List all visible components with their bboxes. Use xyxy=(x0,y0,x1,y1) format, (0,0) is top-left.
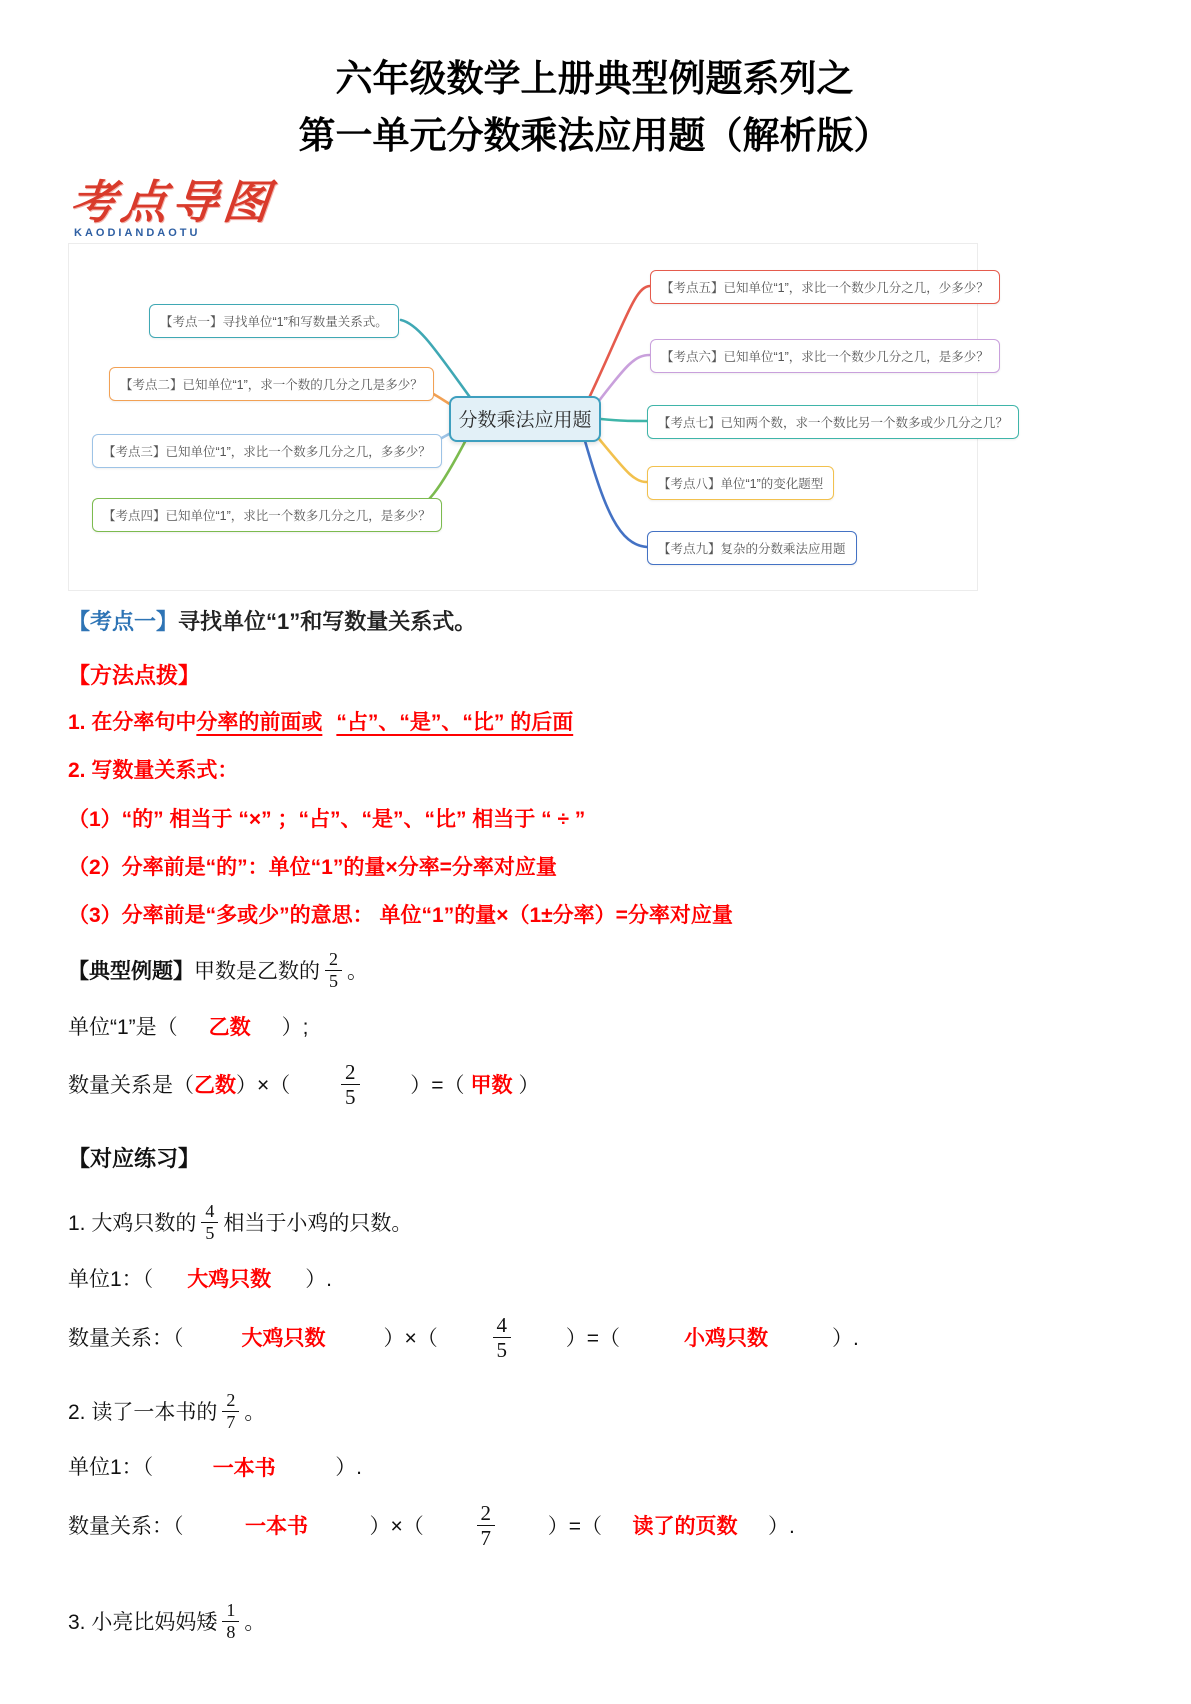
mindmap-node-kaodian-7: 【考点七】已知两个数，求一个数比另一个数多或少几分之几？ xyxy=(647,405,1019,439)
practice-item-1-relation-fraction: $\frac{4}{5}$ xyxy=(493,1314,512,1361)
practice-item-2-relation-label: 数量关系：（ xyxy=(68,1515,184,1539)
practice-item-2-unit-line xyxy=(68,1453,1121,1484)
method-point-1-prefix: 1. 在分率句中 xyxy=(68,710,197,734)
practice-heading: 【对应练习】 xyxy=(68,1146,201,1172)
practice-item-1-fraction: $\frac{4}{5}$ xyxy=(201,1202,218,1243)
title-line-1: 六年级数学上册典型例题系列之 xyxy=(335,58,854,99)
banner-calligraphy-text: 考点导图 xyxy=(67,176,277,228)
example-relation-fraction-blank xyxy=(290,1060,410,1110)
practice-item-3-fraction: $\frac{1}{8}$ xyxy=(222,1601,239,1642)
practice-item-1-text-pre: 1. 大鸡只数的 xyxy=(68,1212,197,1236)
mindmap-node-kaodian-6: 【考点六】已知单位“1”，求比一个数少几分之几，是多少？ xyxy=(650,339,1000,373)
example-unit-label: 单位“1”是（ xyxy=(68,1015,178,1039)
practice-item-2-unit-answer: 一本书 xyxy=(212,1456,276,1480)
example-relation-close: ） xyxy=(518,1074,540,1098)
method-sub-1: （1）“的” 相当于 “×” ；“占”、“是”、“比” 相当于 “ ÷ ” xyxy=(68,807,586,831)
method-sub-2: （2）分率前是“的”：单位“1”的量×分率=分率对应量 xyxy=(68,855,557,879)
practice-item-1-relation-close: ）. xyxy=(832,1326,859,1350)
practice-item-1-unit-line xyxy=(68,1265,1121,1296)
practice-item-2-statement xyxy=(68,1389,1121,1434)
practice-item-2-relation-fraction-blank xyxy=(424,1501,548,1551)
example-unit-answer: 乙数 xyxy=(208,1015,251,1039)
practice-item-1-unit-answer: 大鸡只数 xyxy=(187,1268,272,1292)
mindmap-center-node: 分数乘法应用题 xyxy=(449,396,601,442)
times-separator: ）×（ xyxy=(383,1326,438,1350)
mindmap-panel xyxy=(68,243,1009,591)
practice-item-1-unit-label: 单位1：（ xyxy=(68,1267,154,1291)
method-point-1 xyxy=(68,708,1121,738)
practice-item-2-text-pre: 2. 读了一本书的 xyxy=(68,1400,218,1424)
mindmap-node-kaodian-1: 【考点一】寻找单位“1”和写数量关系式。 xyxy=(149,304,399,338)
practice-item-2-relation-close: ）. xyxy=(768,1515,795,1539)
connector-kaodian-8 xyxy=(595,434,647,482)
banner-pinyin-text: KAODIANDAOTU xyxy=(74,226,201,239)
example-relation-answer-1: 乙数 xyxy=(194,1074,236,1098)
kaodian-banner xyxy=(67,176,1121,239)
connector-kaodian-9 xyxy=(585,441,647,547)
practice-item-2-text-post: 。 xyxy=(244,1400,266,1424)
mindmap-node-kaodian-8: 【考点八】单位“1”的变化题型 xyxy=(647,466,834,500)
practice-item-3-text-pre: 3. 小亮比妈妈矮 xyxy=(68,1611,218,1635)
example-statement-pre: 甲数是乙数的 xyxy=(194,959,320,983)
practice-item-1-relation-label: 数量关系：（ xyxy=(68,1326,184,1350)
practice-item-1-relation-line xyxy=(68,1312,1121,1363)
connector-kaodian-6 xyxy=(595,355,650,406)
example-relation-line xyxy=(68,1060,1121,1110)
connector-kaodian-5 xyxy=(589,286,650,398)
method-heading: 【方法点拨】 xyxy=(68,662,201,688)
equals-separator: ）=（ xyxy=(565,1326,621,1350)
section-1-heading-text: 寻找单位“1”和写数量关系式。 xyxy=(178,608,477,634)
times-separator: ）×（ xyxy=(369,1515,424,1539)
connector-kaodian-7 xyxy=(601,419,647,421)
practice-item-2-unit-label: 单位1：（ xyxy=(68,1456,154,1480)
page-title xyxy=(68,50,1121,165)
practice-item-2-relation-line xyxy=(68,1501,1121,1551)
example-tag: 【典型例题】 xyxy=(68,959,194,983)
times-separator: ）×（ xyxy=(236,1074,291,1098)
mindmap-node-kaodian-4: 【考点四】已知单位“1”，求比一个数多几分之几，是多少？ xyxy=(92,498,442,532)
practice-item-1-relation-answer-2: 小鸡只数 xyxy=(684,1326,769,1350)
example-relation-fraction: $\frac{2}{5}$ xyxy=(341,1061,360,1108)
example-relation-answer-2: 甲数 xyxy=(470,1074,513,1098)
section-1-tag: 【考点一】 xyxy=(68,608,179,634)
practice-item-2-fraction: $\frac{2}{7}$ xyxy=(222,1391,239,1432)
practice-item-1-statement xyxy=(68,1201,1121,1245)
practice-item-3-statement xyxy=(68,1600,1121,1644)
practice-item-2-unit-close: ）. xyxy=(335,1456,363,1480)
practice-item-2-relation-fraction: $\frac{2}{7}$ xyxy=(477,1502,496,1549)
example-statement-post: 。 xyxy=(347,959,368,983)
practice-item-2-relation-answer-2: 读了的页数 xyxy=(632,1515,738,1539)
example-fraction: $\frac{2}{5}$ xyxy=(325,950,342,991)
practice-item-1-relation-fraction-blank xyxy=(438,1312,566,1363)
practice-item-1-relation-answer-1: 大鸡只数 xyxy=(241,1326,326,1350)
practice-item-2-relation-answer-1: 一本书 xyxy=(245,1515,308,1539)
example-unit-close: ）; xyxy=(281,1015,309,1039)
equals-separator: ）=（ xyxy=(410,1074,465,1098)
practice-item-1-unit-close: ）. xyxy=(305,1267,333,1291)
title-line-2: 第一单元分数乘法应用题（解析版） xyxy=(298,115,891,157)
mindmap-node-kaodian-3: 【考点三】已知单位“1”，求比一个数多几分之几，多多少？ xyxy=(92,434,442,468)
method-sub-3: （3）分率前是“多或少”的意思： 单位“1”的量×（1±分率）=分率对应量 xyxy=(68,904,733,928)
section-1-heading xyxy=(68,607,1121,637)
equals-separator: ）=（ xyxy=(547,1515,603,1539)
mindmap-node-kaodian-5: 【考点五】已知单位“1”，求比一个数少几分之几，少多少？ xyxy=(650,270,1000,304)
method-point-1-underline-2: “占”、“是”、“比” 的后面 xyxy=(336,710,574,734)
practice-item-3-text-post: 。 xyxy=(244,1611,266,1635)
practice-item-1-text-post: 相当于小鸡的只数。 xyxy=(223,1212,413,1236)
mindmap-node-kaodian-2: 【考点二】已知单位“1”，求一个数的几分之几是多少？ xyxy=(109,367,434,401)
example-statement xyxy=(68,948,1121,993)
example-unit-line xyxy=(68,1013,1121,1044)
method-point-2: 2. 写数量关系式： xyxy=(68,759,239,783)
mindmap-node-kaodian-9: 【考点九】复杂的分数乘法应用题 xyxy=(647,531,857,565)
example-relation-label: 数量关系是（ xyxy=(68,1074,194,1098)
method-point-1-underline-1: 分率的前面或 xyxy=(196,710,323,734)
